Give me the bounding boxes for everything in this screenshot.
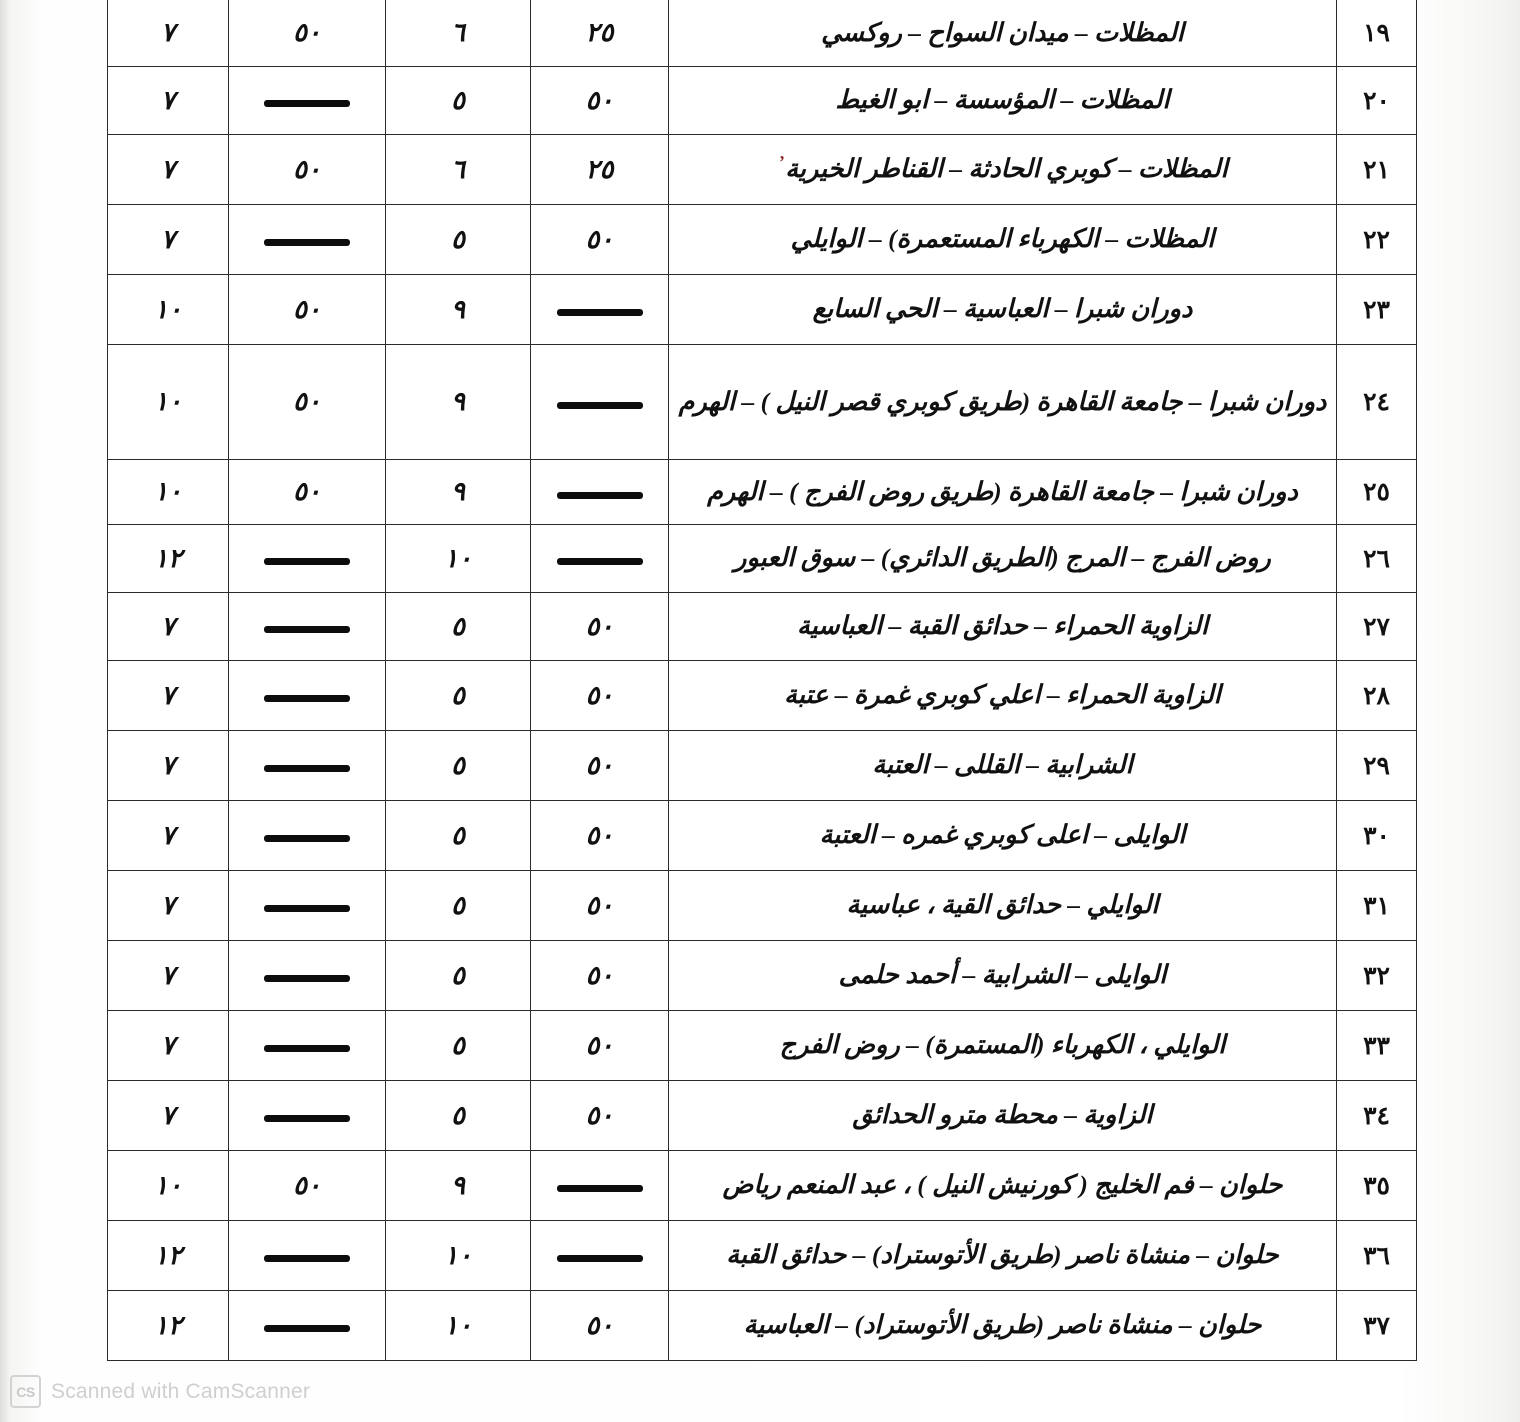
value-cell-v2 (229, 135, 386, 205)
route-name-text: الوايلى – اعلى كوبري غمره – العتبة (819, 820, 1186, 850)
value-text: ١٠ (154, 477, 182, 506)
value-text: ٥٠ (585, 960, 614, 990)
value-text: ١٠ (154, 1170, 182, 1200)
value-cell-v2 (229, 871, 386, 941)
value-cell-v2 (229, 593, 386, 661)
route-name-text: حلوان – منشاة ناصر (طريق الأتوستراد) – العباسية (743, 1310, 1262, 1340)
value-cell-v2 (229, 1291, 386, 1361)
route-name-cell (669, 1221, 1337, 1291)
value-text: ٥٠ (293, 477, 321, 506)
value-cell-v3 (386, 1151, 531, 1221)
value-cell-v3 (386, 525, 531, 593)
route-name-text: الوايلي ، الكهرباء (المستمرة) – روض الفرج (779, 1030, 1226, 1060)
value-cell-v4 (531, 275, 669, 345)
table-row (108, 1151, 1417, 1221)
blank-value-dash-icon (264, 975, 350, 982)
table-row (108, 275, 1417, 345)
table-row (108, 1011, 1417, 1081)
value-text: ١٠ (444, 1240, 472, 1270)
route-name-cell (669, 661, 1337, 731)
route-name-cell (669, 871, 1337, 941)
table-row (108, 135, 1417, 205)
value-text: ٧ (161, 154, 175, 184)
value-text: ٥ (451, 611, 465, 641)
value-cell-v1 (108, 1011, 229, 1081)
route-name-cell (669, 941, 1337, 1011)
value-cell-v3 (386, 345, 531, 460)
table-row (108, 731, 1417, 801)
blank-value-dash-icon (264, 695, 350, 702)
value-cell-v1 (108, 275, 229, 345)
row-index-cell: ١٩ (1337, 0, 1417, 67)
value-text: ١٢ (154, 1240, 182, 1270)
value-cell-v4 (531, 1221, 669, 1291)
route-name-cell (669, 345, 1337, 460)
value-cell-v2 (229, 661, 386, 731)
value-cell-v1 (108, 941, 229, 1011)
value-cell-v3 (386, 593, 531, 661)
route-name-cell (669, 135, 1337, 205)
value-cell-v2 (229, 460, 386, 525)
route-name-text: المظلات – المؤسسة – ابو الغيط (835, 85, 1170, 115)
route-name-cell (669, 205, 1337, 275)
blank-value-dash-icon (264, 835, 350, 842)
blank-value-dash-icon (264, 1255, 350, 1262)
row-index-cell: ٣٦ (1337, 1221, 1417, 1291)
value-text: ٥ (451, 820, 465, 850)
value-cell-v1 (108, 205, 229, 275)
row-index-cell: ٢٥ (1337, 460, 1417, 525)
row-index-cell: ٢٨ (1337, 661, 1417, 731)
blank-value-dash-icon (264, 1325, 350, 1332)
value-cell-v1 (108, 67, 229, 135)
value-cell-v1 (108, 1291, 229, 1361)
value-text: ٢٥ (585, 18, 614, 47)
route-name-cell (669, 1011, 1337, 1081)
table-container (108, 0, 1417, 1361)
blank-value-dash-icon (264, 626, 350, 633)
value-cell-v3 (386, 67, 531, 135)
value-text: ٥٠ (293, 387, 321, 416)
route-name-text: حلوان – فم الخليج ( كورنيش النيل ) ، عبد المنعم رياض (722, 1170, 1283, 1200)
table-row (108, 941, 1417, 1011)
value-text: ٩ (451, 387, 465, 416)
value-text: ٧ (161, 680, 175, 710)
route-name-cell (669, 67, 1337, 135)
value-cell-v1 (108, 1221, 229, 1291)
row-index-cell: ٣٤ (1337, 1081, 1417, 1151)
value-cell-v1 (108, 731, 229, 801)
table-row (108, 1291, 1417, 1361)
value-text: ٥٠ (585, 85, 614, 115)
blank-value-dash-icon (557, 402, 643, 409)
value-cell-v1 (108, 593, 229, 661)
value-text: ٧ (161, 820, 175, 850)
value-text: ٥٠ (585, 680, 614, 710)
value-cell-v2 (229, 1151, 386, 1221)
route-name-cell (669, 275, 1337, 345)
row-index-cell: ٢٦ (1337, 525, 1417, 593)
route-name-cell (669, 593, 1337, 661)
route-name-text: روض الفرج – المرج (الطريق الدائري) – سوق العبور (734, 543, 1271, 573)
table-row (108, 345, 1417, 460)
value-cell-v4 (531, 345, 669, 460)
value-cell-v3 (386, 135, 531, 205)
value-cell-v4 (531, 460, 669, 525)
value-text: ٥٠ (585, 750, 614, 780)
value-text: ٥ (451, 1100, 465, 1130)
value-text: ٥ (451, 224, 465, 254)
value-cell-v3 (386, 941, 531, 1011)
value-text: ٧ (161, 18, 175, 47)
table-row (108, 593, 1417, 661)
value-cell-v3 (386, 460, 531, 525)
table-row (108, 1081, 1417, 1151)
blank-value-dash-icon (264, 905, 350, 912)
value-text: ٥ (451, 85, 465, 115)
row-index-cell: ٣٢ (1337, 941, 1417, 1011)
blank-value-dash-icon (264, 239, 350, 246)
value-cell-v2 (229, 941, 386, 1011)
value-text: ٧ (161, 611, 175, 641)
value-cell-v4 (531, 1291, 669, 1361)
camscanner-badge-icon: CS (10, 1375, 41, 1408)
row-index-cell: ٣٥ (1337, 1151, 1417, 1221)
camscanner-watermark (10, 1375, 310, 1408)
value-cell-v4 (531, 525, 669, 593)
value-cell-v1 (108, 801, 229, 871)
value-cell-v4 (531, 1151, 669, 1221)
route-name-text: دوران شبرا – العباسية – الحي السابع (812, 294, 1193, 324)
route-name-text: الزاوية الحمراء – حدائق القبة – العباسية (796, 611, 1209, 641)
value-cell-v1 (108, 525, 229, 593)
value-text: ٥ (451, 750, 465, 780)
row-index-cell: ٢٣ (1337, 275, 1417, 345)
value-text: ١٠ (154, 294, 182, 324)
value-cell-v3 (386, 731, 531, 801)
value-text: ٩ (451, 1170, 465, 1200)
value-cell-v4 (531, 801, 669, 871)
row-index-cell: ٢٩ (1337, 731, 1417, 801)
table-row (108, 1221, 1417, 1291)
route-name-text: حلوان – منشاة ناصر (طريق الأتوستراد) – حدائق القبة (726, 1240, 1279, 1270)
value-text: ٥٠ (293, 294, 321, 324)
value-text: ٥٠ (585, 611, 614, 641)
value-text: ٥٠ (585, 1100, 614, 1130)
value-text: ٧ (161, 224, 175, 254)
route-name-cell (669, 1151, 1337, 1221)
value-text: ٩ (451, 294, 465, 324)
value-text: ١٠ (154, 387, 182, 416)
value-cell-v3 (386, 1081, 531, 1151)
route-name-text: الوايلي – حدائق القية ، عباسية (846, 890, 1159, 920)
value-text: ٥ (451, 960, 465, 990)
route-name-cell (669, 0, 1337, 67)
row-index-cell: ٢١ (1337, 135, 1417, 205)
value-text: ٥٠ (293, 1170, 321, 1200)
value-text: ١٢ (154, 1310, 182, 1340)
value-text: ٦ (451, 154, 465, 184)
blank-value-dash-icon (264, 765, 350, 772)
value-cell-v3 (386, 1291, 531, 1361)
value-cell-v2 (229, 525, 386, 593)
route-name-text: المظلات – الكهرباء المستعمرة) – الوايلي (790, 224, 1215, 254)
value-cell-v4 (531, 871, 669, 941)
value-text: ٧ (161, 85, 175, 115)
route-name-cell (669, 1291, 1337, 1361)
value-text: ٢٥ (585, 154, 614, 184)
value-cell-v4 (531, 0, 669, 67)
row-index-cell: ٣٧ (1337, 1291, 1417, 1361)
value-cell-v4 (531, 941, 669, 1011)
route-name-cell (669, 1081, 1337, 1151)
value-cell-v3 (386, 275, 531, 345)
route-name-cell (669, 460, 1337, 525)
value-cell-v3 (386, 1221, 531, 1291)
value-text: ٧ (161, 960, 175, 990)
route-name-text: دوران شبرا – جامعة القاهرة (طريق روض الفرج ) – الهرم (707, 476, 1298, 506)
value-cell-v4 (531, 593, 669, 661)
route-name-cell (669, 801, 1337, 871)
blank-value-dash-icon (557, 558, 643, 565)
value-cell-v2 (229, 1221, 386, 1291)
value-cell-v2 (229, 345, 386, 460)
value-cell-v1 (108, 345, 229, 460)
blank-value-dash-icon (264, 1115, 350, 1122)
value-text: ٥٠ (585, 1310, 614, 1340)
route-name-cell (669, 731, 1337, 801)
value-cell-v4 (531, 1081, 669, 1151)
row-index-cell: ٣٠ (1337, 801, 1417, 871)
value-cell-v4 (531, 205, 669, 275)
value-cell-v1 (108, 460, 229, 525)
route-name-text: الزاوية الحمراء – اعلي كوبري غمرة – عتبة (784, 680, 1221, 710)
value-text: ٩ (451, 477, 465, 506)
value-cell-v3 (386, 661, 531, 731)
row-index-cell: ٣٣ (1337, 1011, 1417, 1081)
blank-value-dash-icon (264, 558, 350, 565)
value-cell-v3 (386, 0, 531, 67)
value-cell-v2 (229, 67, 386, 135)
value-text: ٥ (451, 890, 465, 920)
blank-value-dash-icon (557, 1185, 643, 1192)
value-text: ٥٠ (585, 890, 614, 920)
value-cell-v3 (386, 205, 531, 275)
blank-value-dash-icon (264, 100, 350, 107)
value-text: ٧ (161, 750, 175, 780)
value-cell-v2 (229, 801, 386, 871)
table-row (108, 460, 1417, 525)
value-text: ١٠ (444, 1310, 472, 1340)
value-cell-v3 (386, 1011, 531, 1081)
fare-table (107, 0, 1417, 1361)
value-cell-v1 (108, 1081, 229, 1151)
table-row (108, 67, 1417, 135)
table-row (108, 0, 1417, 67)
value-text: ٥٠ (585, 224, 614, 254)
value-text: ٥ (451, 680, 465, 710)
value-cell-v2 (229, 1081, 386, 1151)
value-cell-v2 (229, 205, 386, 275)
value-cell-v2 (229, 275, 386, 345)
table-row (108, 205, 1417, 275)
value-cell-v4 (531, 135, 669, 205)
value-cell-v1 (108, 661, 229, 731)
route-name-text: الزاوية – محطة مترو الحدائق (852, 1100, 1153, 1130)
scan-edge-shadow (0, 0, 14, 1422)
value-text: ٥ (451, 1030, 465, 1060)
value-cell-v2 (229, 0, 386, 67)
value-text: ٥٠ (585, 820, 614, 850)
blank-value-dash-icon (557, 492, 643, 499)
route-name-text: دوران شبرا – جامعة القاهرة (طريق كوبري قصر النيل ) – الهرم (678, 386, 1327, 416)
value-cell-v4 (531, 67, 669, 135)
route-name-text: المظلات – كوبري الحادثة – القناطر الخيرية (785, 154, 1228, 184)
row-index-cell: ٢٤ (1337, 345, 1417, 460)
value-cell-v1 (108, 871, 229, 941)
table-row (108, 525, 1417, 593)
value-text: ٥٠ (293, 154, 321, 184)
route-name-text: الوايلى – الشرابية – أحمد حلمى (838, 960, 1167, 990)
camscanner-label: Scanned with CamScanner (51, 1379, 311, 1403)
value-text: ٥٠ (585, 1030, 614, 1060)
value-text: ٥٠ (293, 18, 321, 47)
blank-value-dash-icon (557, 309, 643, 316)
value-text: ٧ (161, 1100, 175, 1130)
row-index-cell: ٢٢ (1337, 205, 1417, 275)
value-cell-v3 (386, 871, 531, 941)
blank-value-dash-icon (557, 1255, 643, 1262)
value-cell-v1 (108, 135, 229, 205)
value-text: ١٠ (444, 543, 472, 573)
value-cell-v2 (229, 1011, 386, 1081)
value-text: ٧ (161, 890, 175, 920)
value-cell-v3 (386, 801, 531, 871)
value-text: ٦ (451, 18, 465, 47)
row-index-cell: ٢٧ (1337, 593, 1417, 661)
route-name-text: المظلات – ميدان السواح – روكسي (821, 17, 1184, 47)
row-index-cell: ٢٠ (1337, 67, 1417, 135)
annotation-mark: ʼ (778, 151, 785, 172)
route-name-text: الشرابية – القللى – العتبة (872, 750, 1133, 780)
table-body (108, 0, 1417, 1361)
value-cell-v4 (531, 731, 669, 801)
value-cell-v1 (108, 1151, 229, 1221)
value-cell-v1 (108, 0, 229, 67)
route-name-cell (669, 525, 1337, 593)
value-cell-v2 (229, 731, 386, 801)
value-text: ١٢ (154, 543, 182, 573)
table-row (108, 871, 1417, 941)
blank-value-dash-icon (264, 1045, 350, 1052)
row-index-cell: ٣١ (1337, 871, 1417, 941)
value-cell-v4 (531, 1011, 669, 1081)
table-row (108, 801, 1417, 871)
table-row (108, 661, 1417, 731)
value-cell-v4 (531, 661, 669, 731)
value-text: ٧ (161, 1030, 175, 1060)
